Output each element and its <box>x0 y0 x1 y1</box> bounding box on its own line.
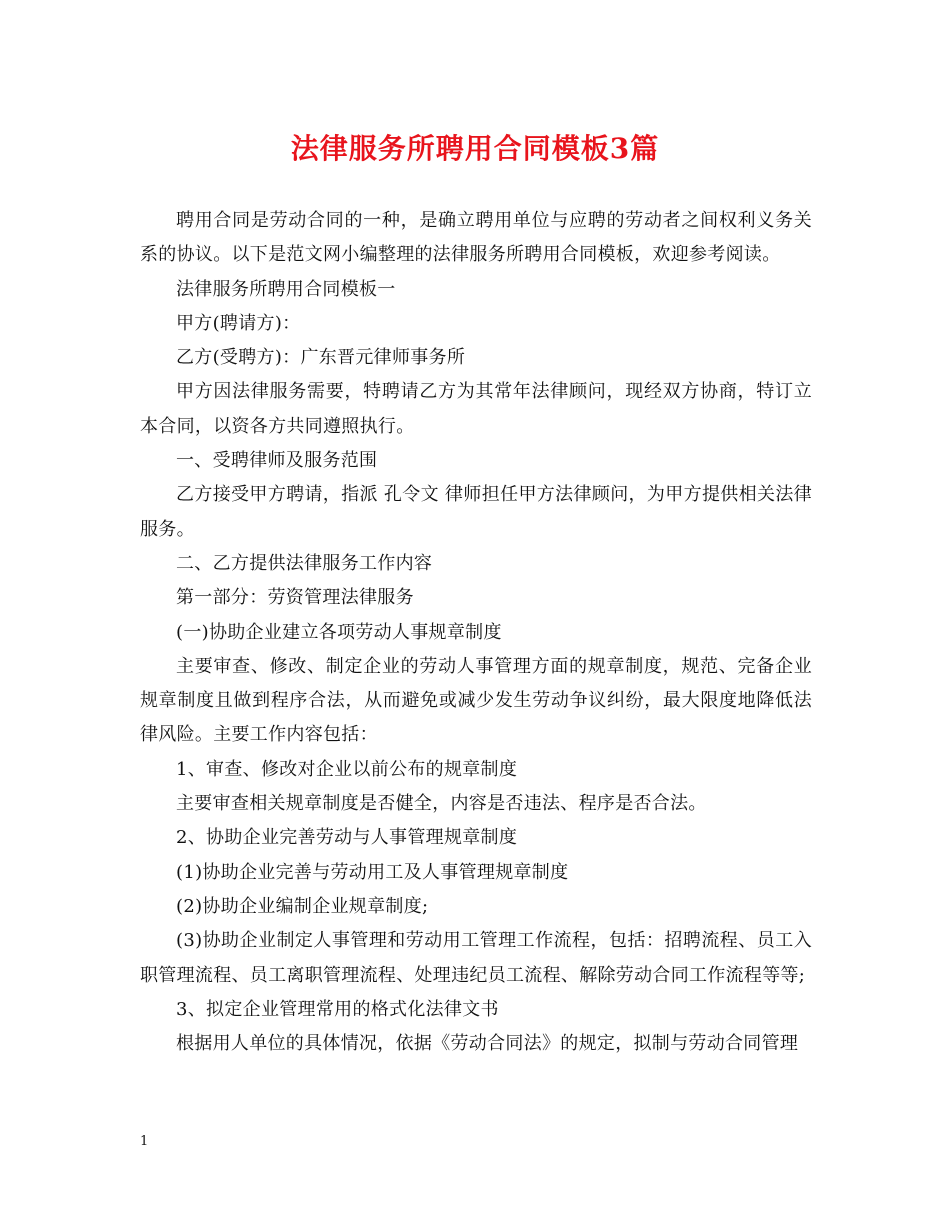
document-title: 法律服务所聘用合同模板3篇 <box>290 132 660 165</box>
paragraph-item-one-heading: (一)协助企业建立各项劳动人事规章制度 <box>176 621 502 643</box>
paragraph-subpoint-2: (2)协助企业编制企业规章制度; <box>176 895 429 917</box>
paragraph-point-3: 3、拟定企业管理常用的格式化法律文书 <box>176 998 499 1020</box>
paragraph-item-one-body: 主要审查、修改、制定企业的劳动人事管理方面的规章制度，规范、完备企业规章制度且做到程序合法，从而避免或减少发生劳动争议纠纷，最大限度地降低法律风险。主要工作内容包括： <box>140 655 812 746</box>
paragraph-section-one-heading: 一、受聘律师及服务范围 <box>176 450 378 472</box>
page-number: 1 <box>140 1134 149 1149</box>
paragraph-point-3-body: 根据用人单位的具体情况，依据《劳动合同法》的规定，拟制与劳动合同管理 <box>176 1033 799 1055</box>
document-body <box>140 204 812 1061</box>
paragraph-party-b: 乙方(受聘方)：广东晋元律师事务所 <box>176 347 466 369</box>
paragraph-intro: 聘用合同是劳动合同的一种，是确立聘用单位与应聘的劳动者之间权利义务关系的协议。以下是范文网小编整理的法律服务所聘用合同模板，欢迎参考阅读。 <box>140 210 812 266</box>
paragraph-subpoint-3: (3)协助企业制定人事管理和劳动用工管理工作流程，包括：招聘流程、员工入职管理流程、员工离职管理流程、处理违纪员工流程、解除劳动合同工作流程等等; <box>140 930 812 986</box>
paragraph-point-1-body: 主要审查相关规章制度是否健全，内容是否违法、程序是否合法。 <box>176 793 707 815</box>
paragraph-point-2: 2、协助企业完善劳动与人事管理规章制度 <box>176 827 518 849</box>
paragraph-subpoint-1: (1)协助企业完善与劳动用工及人事管理规章制度 <box>176 861 569 883</box>
paragraph-party-a: 甲方(聘请方)： <box>176 312 301 334</box>
paragraph-section-two-heading: 二、乙方提供法律服务工作内容 <box>176 552 433 574</box>
paragraph-template-one-heading: 法律服务所聘用合同模板一 <box>176 278 396 300</box>
paragraph-point-1: 1、审查、修改对企业以前公布的规章制度 <box>176 758 518 780</box>
paragraph-section-one-body: 乙方接受甲方聘请，指派 孔令文 律师担任甲方法律顾问，为甲方提供相关法律服务。 <box>140 484 812 540</box>
paragraph-part-one-heading: 第一部分：劳资管理法律服务 <box>176 587 414 609</box>
paragraph-purpose: 甲方因法律服务需要，特聘请乙方为其常年法律顾问，现经双方协商，特订立本合同，以资各方共同遵照执行。 <box>140 381 812 437</box>
